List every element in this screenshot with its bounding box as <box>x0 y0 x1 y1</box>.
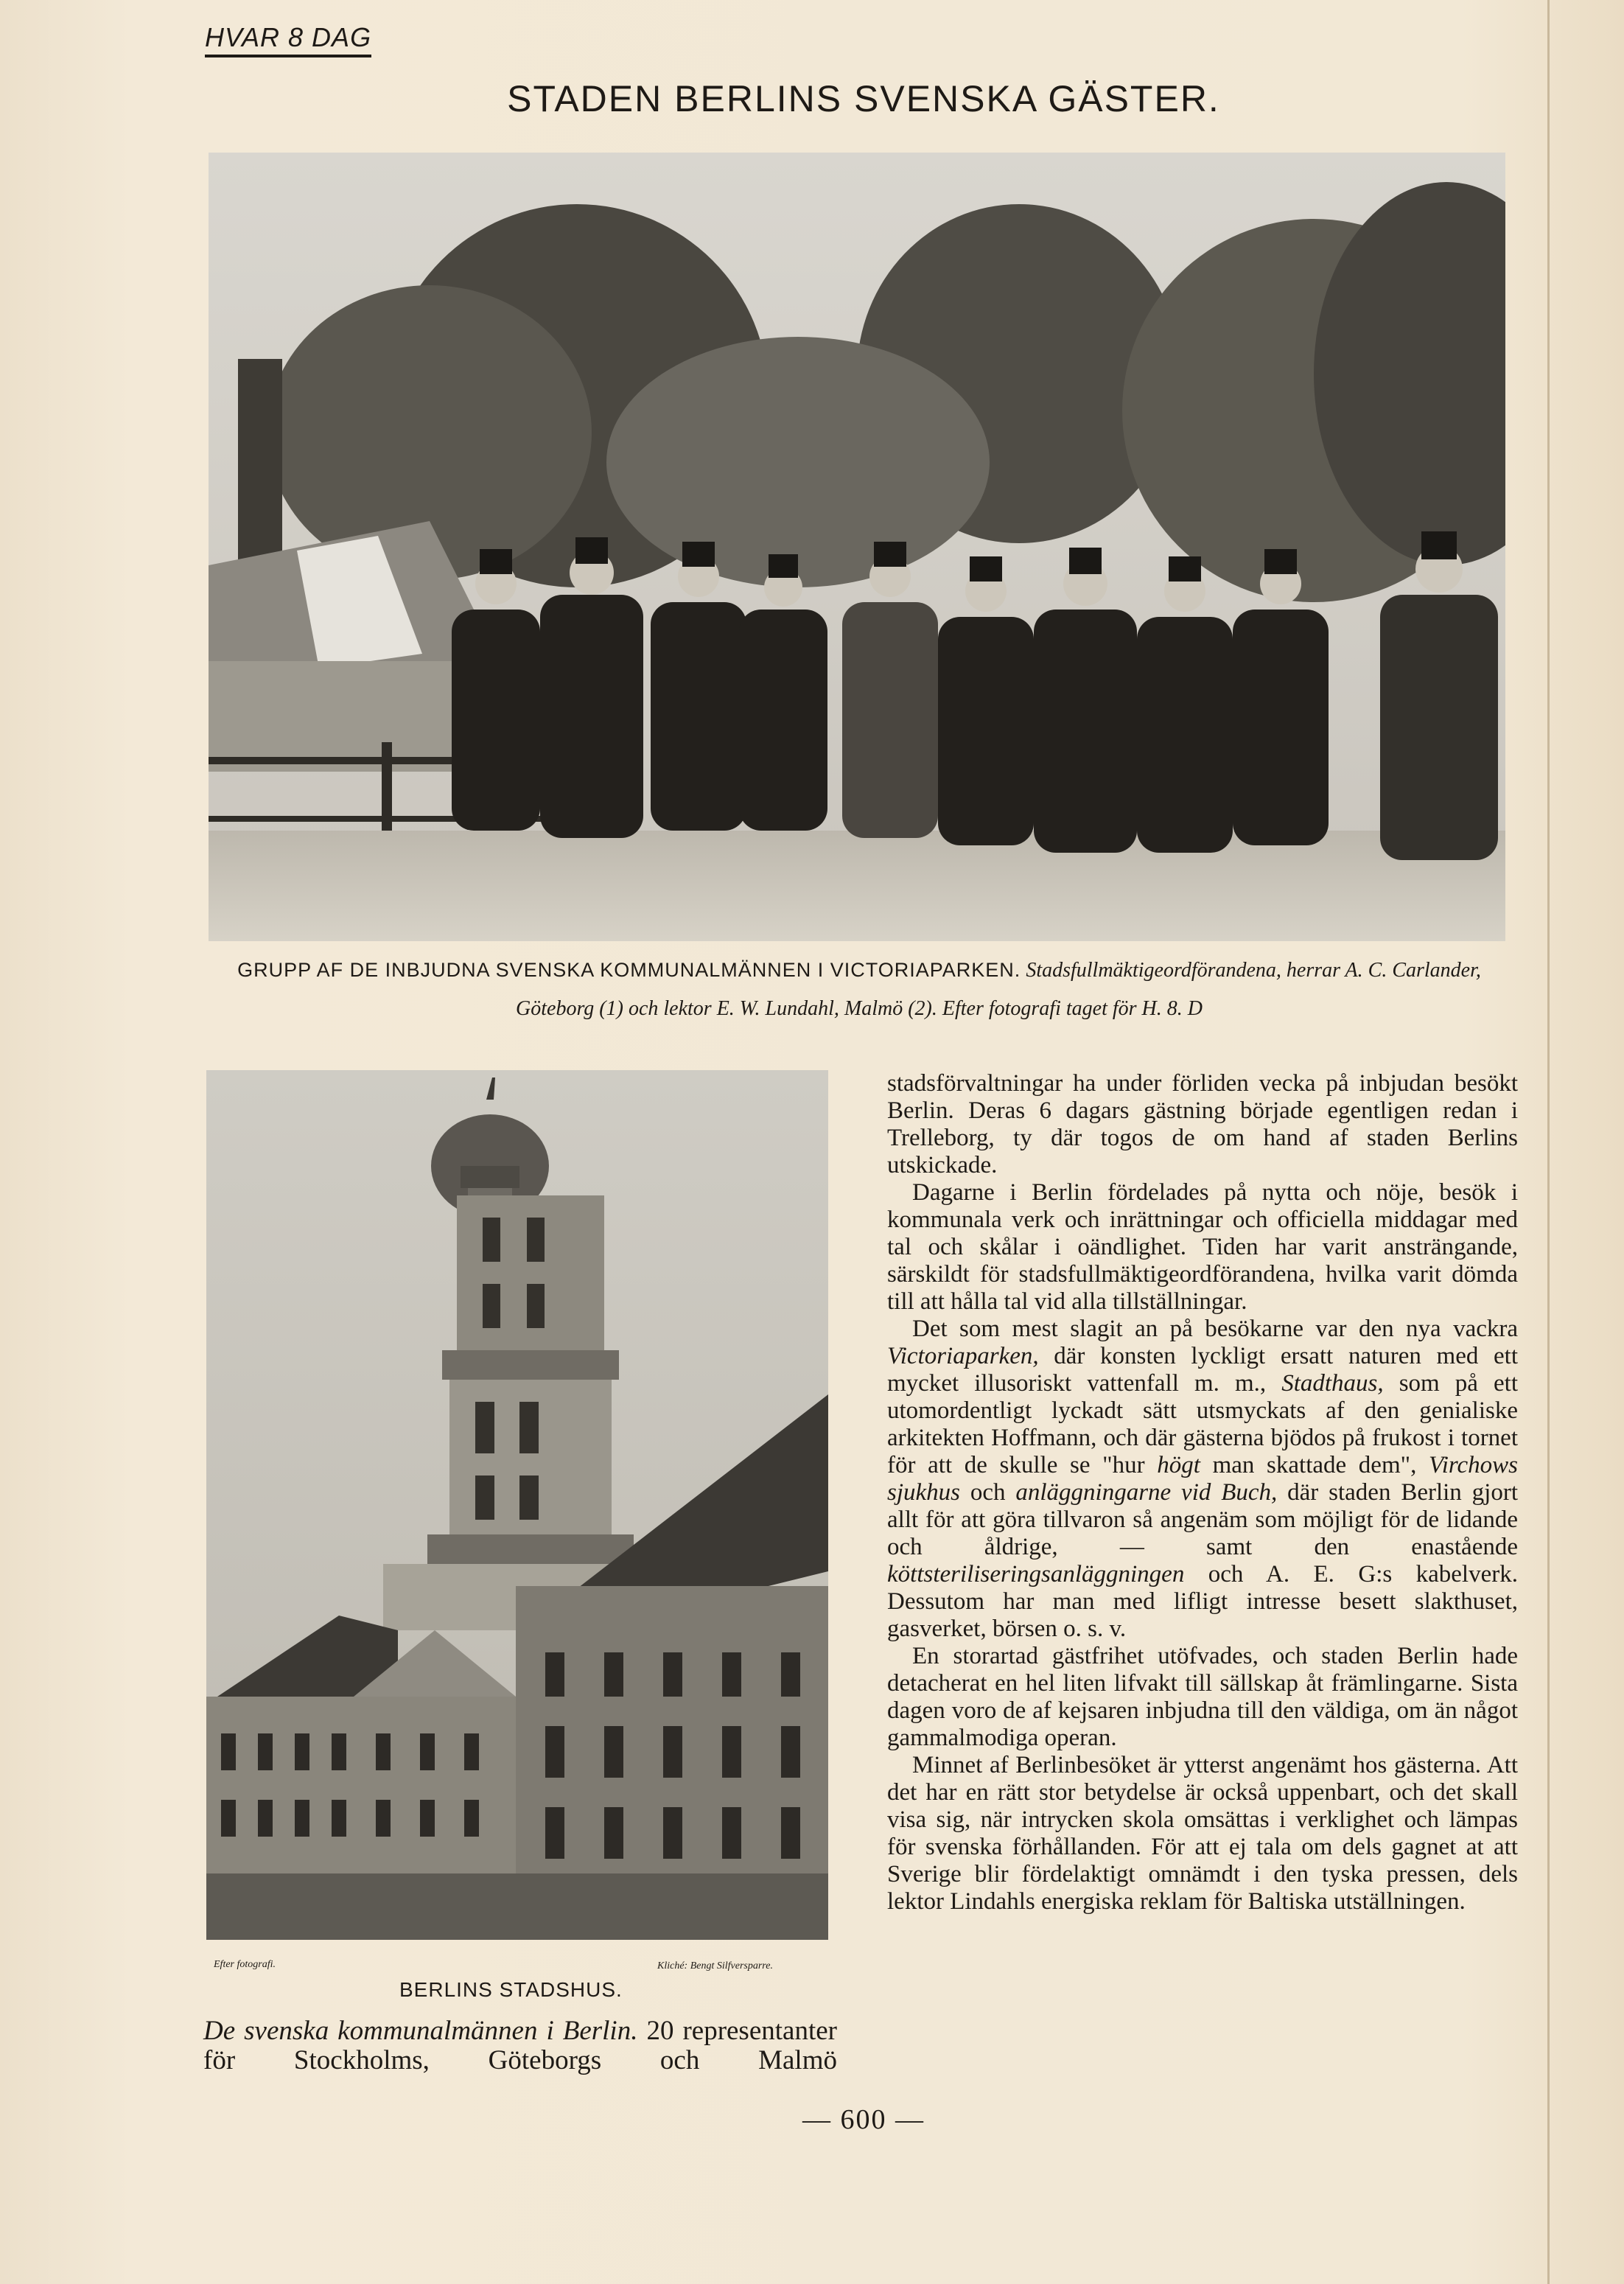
p3-text-g: man skattade dem", <box>1200 1452 1429 1478</box>
page-title: STADEN BERLINS SVENSKA GÄSTER. <box>507 78 1220 119</box>
article-intro-heading: De svenska kommunalmännen i Berlin. <box>203 2016 638 2046</box>
article-intro <box>203 2016 837 2075</box>
article-paragraph-5: Minnet af Berlinbesöket är ytterst angenämt hos gästerna. Att det har en rätt stor betydelse är också uppenbart, och det skall visa sig, när intrycken skola omsättas i verklighet och lämpas för svenska förhållanden. För att ej tala om dels gagnet at att Sverige blir fördelaktigt omnämdt i den tyska pressen, dels lektor Lindahls energiska reklam för Baltiska utställningen. <box>887 1752 1518 1915</box>
article-paragraph-4: En storartad gästfrihet utöfvades, och staden Berlin hade detacherat en hel liten lifvakt till sällskap åt främlingarne. Sista dagen voro de af kejsaren inbjudna till den väldiga, om än något gammalmodiga operan. <box>887 1643 1518 1751</box>
town-hall-caption: BERLINS STADSHUS. <box>399 1978 623 2001</box>
article-paragraph-3 <box>887 1316 1518 1643</box>
p3-victoriaparken: Victoriaparken, <box>887 1343 1039 1369</box>
town-hall-photograph <box>206 1070 828 1940</box>
article-paragraph-1: stadsförvaltningar ha under förliden vecka på inbjudan besökt Berlin. Deras 6 dagars gästning började egentligen redan i Trelleborg, ty där togos de om hand af staden Berlins utskickade. <box>887 1070 1518 1178</box>
p3-text-c: där konsten lyckligt ersatt naturen med ett mycket illusoriskt vattenfall m. m., <box>887 1343 1518 1397</box>
group-photograph <box>209 153 1505 941</box>
p3-text-i: och <box>960 1479 1016 1506</box>
p3-text-a: Det som mest slagit an på besökarne var den nya vackra <box>912 1316 1518 1342</box>
p3-kottsterilisering: köttsteriliseringsanläggningen <box>887 1561 1185 1588</box>
group-photo-caption <box>196 951 1522 1028</box>
page-edge-rule <box>1547 0 1550 2284</box>
article-paragraph-2: Dagarne i Berlin fördelades på nytta och nöje, besök i kommunala verk och inrättningar och officiella middagar med tal och skålar i oändlighet. Tiden har varit ansträngande, särskildt för stadsfullmäktigeordförandena, hvilka varit dömda till att hålla tal vid alla tillställningar. <box>887 1179 1518 1315</box>
town-hall-photo-credit: Efter fotografi. <box>214 1959 276 1970</box>
article-intro-text: 20 representanter för Stockholms, Göteborgs och Malmö <box>203 2016 837 2075</box>
p3-buch: anläggningarne vid Buch, <box>1015 1479 1278 1506</box>
page-number: — 600 — <box>802 2104 925 2135</box>
town-hall-cliche-credit: Kliché: Bengt Silfversparre. <box>657 1960 773 1972</box>
p3-text-m: och A. E. G:s kabelverk. Dessutom har man med lifligt intresse besett slakthuset, gasverket, börsen o. s. v. <box>887 1561 1518 1642</box>
p3-text-e: som på ett utomordentligt lyckadt sätt utsmyckats af den genialiske arkitekten Hoffmann, och där gästerna bjödos på frukost i tornet för att de skulle se "hur <box>887 1370 1518 1478</box>
article-body <box>887 1070 1518 1915</box>
p3-text-k: där staden Berlin gjort allt för att göra tillvaron så angenäm som möjligt för de lidande och åldrige, — samt den enastående <box>887 1479 1518 1560</box>
p3-virchows: Virchows sjukhus <box>887 1452 1518 1506</box>
running-head: HVAR 8 DAG <box>205 22 371 57</box>
p3-stadthaus: Stadthaus, <box>1281 1370 1384 1397</box>
group-photo-caption-caps: GRUPP AF DE INBJUDNA SVENSKA KOMMUNALMÄNNEN I VICTORIAPARKEN. <box>237 959 1021 981</box>
group-photo-caption-italic: Stadsfullmäktigeordförandena, herrar A. C. Carlander, Göteborg (1) och lektor E. W. Lundahl, Malmö (2). Efter fotografi taget för H. 8. D <box>516 959 1481 1020</box>
p3-hogt: högt <box>1157 1452 1200 1478</box>
